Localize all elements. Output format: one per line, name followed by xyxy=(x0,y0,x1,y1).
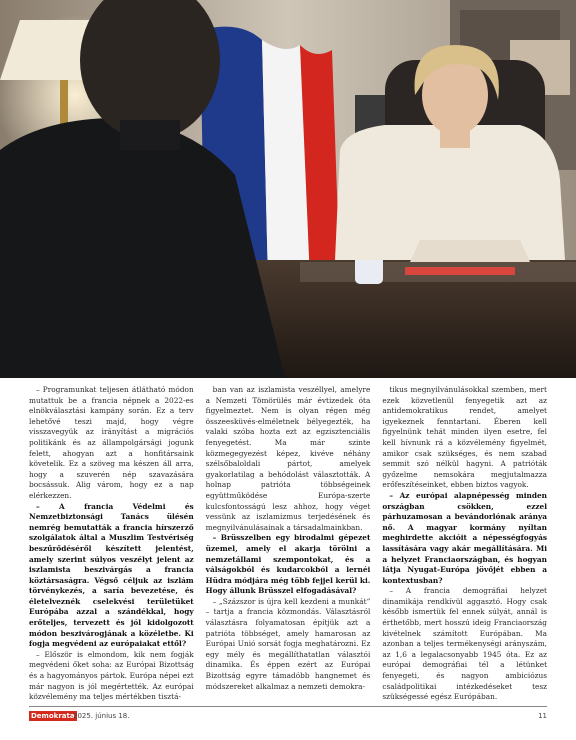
answer-paragraph: tikus megnyilvánulásokkal szemben, mert ezek közvetlenül fenyegetik azt az antidemokratikus rendet, amelyet igyekeznek fenntartani. Éberen kell figyelnünk tehát minden ilyen esetre, fel kell hívnunk rá a közvélemény figyelmét, amikor csak szükséges, és nem szabad semmit szó nélkül hagyni. A patrióták győzelme nemsokára megjutalmazza erőfeszítéseinket, ebben biztos vagyok. xyxy=(382,385,548,490)
answer-paragraph: – „Százszor is újra kell kezdeni a munkát” – tartja a francia közmondás. Választásról választásra folyamatosan építjük azt a patrióta többséget, amely hamarosan az Európai Unió sorsát fogja meghatározni. Ez egy mély és megállíthatatlan választói dinamika. És éppen ezért az Európai Bizottság egyre támadóbb hangnemet és módszereket alkalmaz a nemzeti demokra- xyxy=(205,596,371,691)
text-column-2 xyxy=(206,385,371,700)
folded-arms xyxy=(410,240,530,262)
red-folder xyxy=(405,267,515,275)
answer-paragraph: – Programunkat teljesen átlátható módon mutattuk be a francia népnek a 2022-es elnökválasztási kampány során. Ez a terv lehetővé teszi majd, hogy végre visszavegyük az irányítást a migrációs politikánk és az állampolgársági jogunk felett, ahogyan azt a honfitársaink követelik. Ez a szöveg ma készen áll arra, hogy a szuverén nép szavazására bocsássuk. Alig várom, hogy ez a nap elérkezzen. xyxy=(29,385,194,500)
answer-paragraph: – A francia demográfiai helyzet dinamikája rendkívül aggasztó. Hogy csak később ismertük fel ennek súlyát, annál is érthetőbb, mert hosszú ideig Franciaország kivételnek számított Európában. Ma azonban a teljes termékenységi arányszám, az 1,6 a legalacsonyabb 1945 óta. Ez az európai demográfiai tél a létünket fenyegeti, és nagyon ambiciózus családpolitikai intézkedéseket tesz szükségessé egész Európában. xyxy=(382,586,548,702)
question-paragraph: – Brüsszelben egy birodalmi gépezet üzemel, amely el akarja törölni a nemzetállami szempontokat, és a válságokból és kudarcokból a lernéi Hüdra módjára még több fejjel kerül ki. Hogy állunk Brüsszel elfogadásával? xyxy=(205,533,371,596)
article-body xyxy=(29,385,547,700)
question-paragraph: – A francia Védelmi és Nemzetbiztonsági Tanács ülésén nemrég bemutatták a francia hírszerző szolgálatok által a Muszlim Testvériség beszűrődéséről készített jelentést, amely szerint súlyos veszélyt jelent az iszlamista beszivárgás a francia köztársaságra. Végső céljuk az iszlám törvénykezés, a saría bevezetése, és életelveznék cselekvési területüket Európába azzal a szándékkal, hogy erőteljes, tervezett és jól kidolgozott módon beszivárogjának a közéletbe. Ki fogja megvédeni az európaiakat ettől? xyxy=(29,501,194,649)
answer-paragraph: ban van az iszlamista veszéllyel, amelyre a Nemzeti Tömörülés már évtizedek óta figyelmeztet. Nem is olyan régen még összeesküvés-elméletnek bélyegezték, ha valaki szóba hozta ezt az egzisztenciális fenyegetést. Ma már szinte közmegegyezést képez, kivéve néhány szélsőbaloldali pártot, amelyek gyakorlatilag a behódolást választották. A holnap patrióta többségeinek együttműködése Európa-szerte kulcsfontosságú lesz ahhoz, hogy véget vessünk az iszlamizmus terjedésének és megnyilvánulásainak a társadalmainkban. xyxy=(205,385,371,532)
answer-paragraph: – Először is elmondom, kik nem fogják megvédeni őket soha: az Európai Bizottság és a hagyományos pártok. Európa népei ezt már nagyon is jól megértették. Az európai közvélemény ma teljes mértékben tisztá- xyxy=(29,649,194,702)
issue-date: 2025. június 18. xyxy=(73,712,130,720)
text-column-1 xyxy=(29,385,194,700)
question-paragraph: – Az európai alapnépesség minden országban csökken, ezzel párhuzamosan a bevándorlónak aránya nő. A magyar kormány nyíltan meghirdette akcióit a népességfogyás lassítására vagy akár megállítására. Mi a helyzet Franciaországban, és hogyan látja Nyugat-Európa jövőjét ebben a kontextusban? xyxy=(382,490,548,585)
page-footer xyxy=(29,706,547,721)
text-column-3 xyxy=(382,385,547,700)
magazine-logo: Demokrata xyxy=(31,712,75,720)
page-number: 11 xyxy=(538,712,547,720)
